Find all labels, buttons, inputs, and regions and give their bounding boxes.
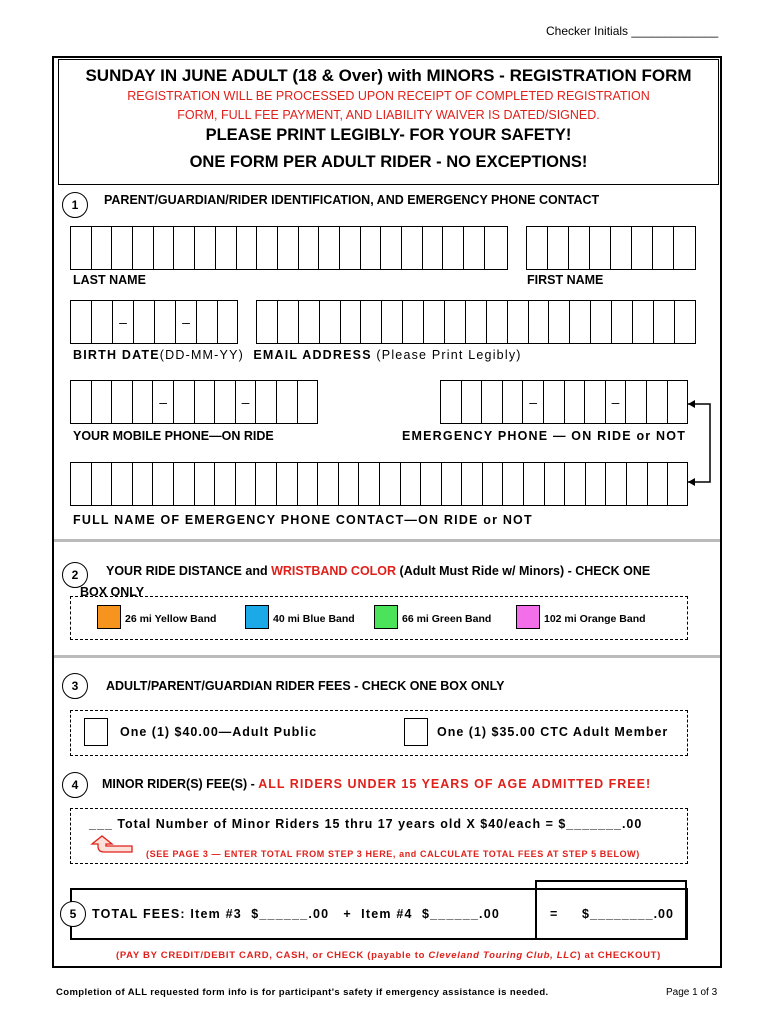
notice-line-1: REGISTRATION WILL BE PROCESSED UPON RECEIPT OF COMPLETED REGISTRATION [127, 89, 650, 103]
yellow-band-label: 26 mi Yellow Band [125, 613, 217, 625]
birth-date-format: (DD-MM-YY) [159, 348, 244, 362]
print-legibly: PLEASE PRINT LEGIBLY- FOR YOUR SAFETY! [205, 126, 572, 144]
section-4-title: MINOR RIDER(S) FEE(S) - ALL RIDERS UNDER 15 YEARS OF AGE ADMITTED FREE! [102, 777, 652, 791]
checker-initials: Checker Initials _____________ [546, 24, 719, 38]
blue-band-label: 40 mi Blue Band [273, 613, 355, 625]
bracket-arrow-icon [686, 396, 716, 492]
step-5-badge: 5 [60, 901, 86, 927]
last-name-field[interactable] [70, 226, 508, 270]
footer-note: Completion of ALL requested form info is for participant's safety if emergency assistance is needed. [56, 987, 549, 998]
section-2-title-cont: BOX ONLY [80, 585, 145, 599]
see-page-3-note: (SEE PAGE 3 — ENTER TOTAL FROM STEP 3 HERE, and CALCULATE TOTAL FEES AT STEP 5 BELOW) [146, 849, 640, 859]
curved-arrow-icon [88, 834, 136, 860]
first-name-label: FIRST NAME [527, 273, 604, 287]
birth-date-label: BIRTH DATE [73, 348, 160, 362]
last-name-label: LAST NAME [73, 273, 146, 287]
green-band-checkbox[interactable] [374, 605, 398, 629]
equals-sign: = [550, 907, 558, 921]
payment-note: (PAY BY CREDIT/DEBIT CARD, CASH, or CHECK (payable to Cleveland Touring Club, LLC) at CHECKOUT) [115, 950, 662, 961]
divider [54, 539, 720, 542]
adult-public-checkbox[interactable] [84, 718, 108, 746]
minor-fee-amount[interactable]: $_______.00 [558, 817, 643, 831]
step-2-badge: 2 [62, 562, 88, 588]
one-form-notice: ONE FORM PER ADULT RIDER - NO EXCEPTIONS! [189, 153, 588, 171]
divider [54, 655, 720, 658]
first-name-field[interactable] [526, 226, 696, 270]
minor-count-blank[interactable]: ___ [89, 817, 113, 831]
blue-band-checkbox[interactable] [245, 605, 269, 629]
emergency-contact-name-field[interactable] [70, 462, 688, 506]
adult-public-label: One (1) $40.00—Adult Public [120, 725, 318, 739]
emergency-phone-field[interactable]: – – [440, 380, 688, 424]
ctc-member-checkbox[interactable] [404, 718, 428, 746]
page-number: Page 1 of 3 [666, 987, 718, 998]
mobile-phone-field[interactable]: – – [70, 380, 318, 424]
yellow-band-checkbox[interactable] [97, 605, 121, 629]
section-3-title: ADULT/PARENT/GUARDIAN RIDER FEES - CHECK ONE BOX ONLY [106, 679, 505, 693]
section-1-title: PARENT/GUARDIAN/RIDER IDENTIFICATION, AND EMERGENCY PHONE CONTACT [104, 193, 600, 207]
grand-total-amount[interactable]: $________.00 [582, 907, 674, 921]
email-note: (Please Print Legibly) [376, 348, 522, 362]
emergency-phone-label: EMERGENCY PHONE — ON RIDE or NOT [402, 429, 687, 443]
orange-band-checkbox[interactable] [516, 605, 540, 629]
emergency-contact-name-label: FULL NAME OF EMERGENCY PHONE CONTACT—ON RIDE or NOT [73, 513, 533, 527]
notice-line-2: FORM, FULL FEE PAYMENT, AND LIABILITY WAIVER IS DATED/SIGNED. [177, 108, 600, 122]
minor-riders-line: ___ Total Number of Minor Riders 15 thru 17 years old X $40/each = $_______.00 [89, 817, 643, 831]
mobile-phone-label: YOUR MOBILE PHONE—ON RIDE [73, 429, 274, 443]
birth-date-field[interactable]: – – [70, 300, 238, 344]
form-title: SUNDAY IN JUNE ADULT (18 & Over) with MINORS - REGISTRATION FORM [85, 66, 692, 85]
ctc-member-label: One (1) $35.00 CTC Adult Member [437, 725, 669, 739]
step-4-badge: 4 [62, 772, 88, 798]
step-3-badge: 3 [62, 673, 88, 699]
email-label: EMAIL ADDRESS [253, 348, 372, 362]
section-2-title: YOUR RIDE DISTANCE and WRISTBAND COLOR (Adult Must Ride w/ Minors) - CHECK ONE [106, 564, 651, 578]
birth-email-labels [73, 348, 522, 362]
green-band-label: 66 mi Green Band [402, 613, 492, 625]
orange-band-label: 102 mi Orange Band [544, 613, 646, 625]
total-fees-line: TOTAL FEES: Item #3 $______.00 + Item #4 $______.00 [92, 907, 501, 921]
email-field[interactable] [256, 300, 696, 344]
step-1-badge: 1 [62, 192, 88, 218]
